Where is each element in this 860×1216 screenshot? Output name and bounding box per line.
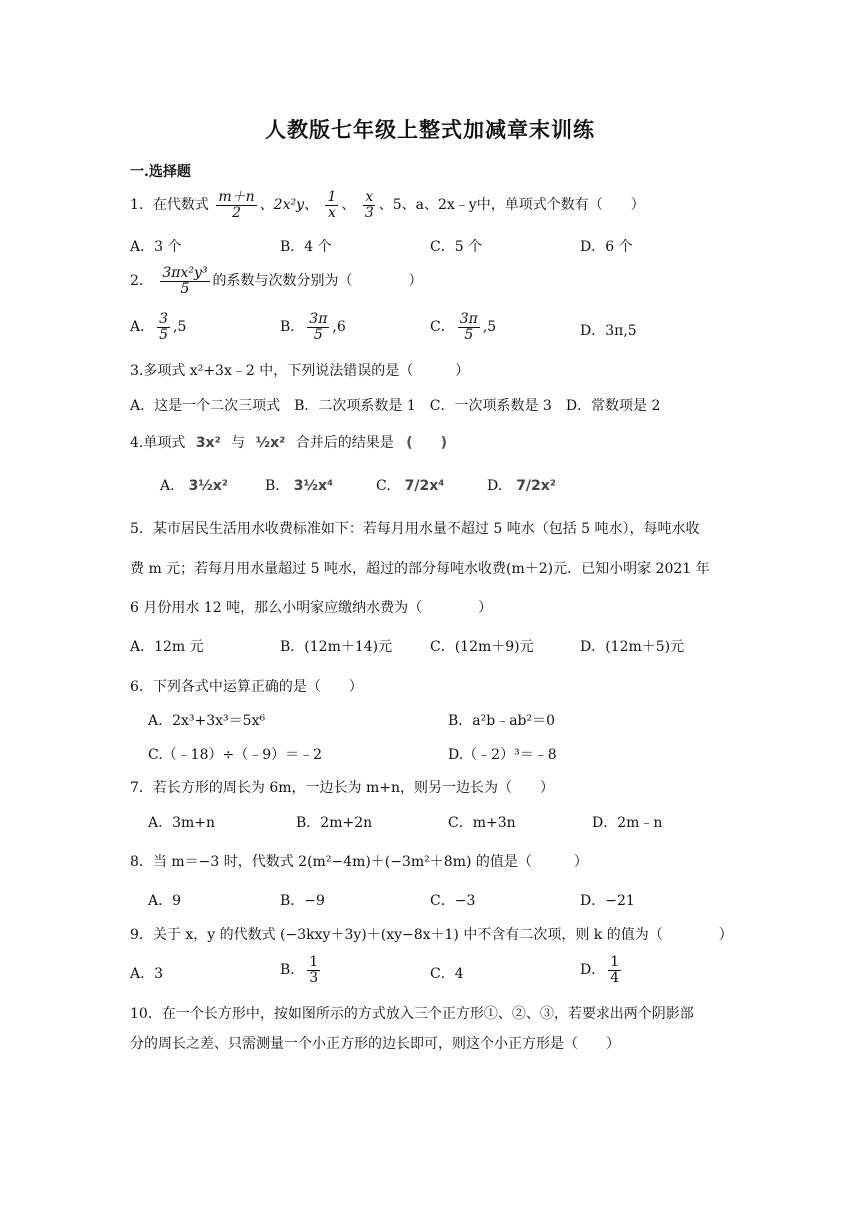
q4-option-c: C. 7/2x⁴ (376, 478, 445, 494)
question-8-stem: 8．当 m＝−3 时，代数式 2(m²−4m)＋(−3m²＋8m) 的值是（ ） (130, 854, 588, 870)
q1-option-b: B．4 个 (280, 239, 332, 255)
q9-option-a: A．3 (130, 966, 164, 982)
q7-option-b: B．2m+2n (296, 815, 373, 831)
question-5-line-1: 5．某市居民生活用水收费标准如下：若每月用水量不超过 5 吨水（包括 5 吨水），每吨水收 (130, 521, 700, 537)
q2-option-b: B． $\frac{3\pi}{5}$ ,6 (280, 311, 346, 343)
question-1-stem: 1．在代数式 $\frac{m+n}{2}$ 、2x²y、 $\frac{1}{x}$ 、 $\frac{x}{3}$ 、5、a、2x﹣y中，单项式个数有（ ） (130, 189, 645, 221)
q8-option-c: C．−3 (430, 893, 476, 909)
question-5-line-3: 6 月份用水 12 吨，那么小明家应缴纳水费为（ ） (130, 600, 493, 616)
q2-option-d: D．3π,5 (580, 323, 637, 339)
question-6-stem: 6．下列各式中运算正确的是（ ） (130, 679, 363, 695)
q1-option-d: D．6 个 (580, 239, 633, 255)
question-2-stem: 2． $\frac{\text{3πx²y³}}{5}$ 的系数与次数分别为（ ） (130, 265, 423, 297)
question-3-stem: 3.多项式 x²+3x﹣2 中，下列说法错误的是（ ） (130, 363, 470, 379)
q7-option-a: A．3m+n (148, 815, 216, 831)
q1-option-a: A．3 个 (130, 239, 182, 255)
q8-option-d: D．−21 (580, 893, 635, 909)
q4-option-d: D. 7/2x² (487, 478, 556, 494)
q2-option-c: C． $\frac{3\pi}{5}$ ,5 (430, 311, 497, 343)
q6-option-b: B．a²b﹣ab²＝0 (448, 713, 556, 729)
q8-option-a: A．9 (148, 893, 182, 909)
q5-option-a: A．12m 元 (130, 639, 204, 655)
q6-option-a: A．2x³+3x³＝5x⁶ (148, 713, 266, 729)
q7-option-d: D．2m﹣n (592, 815, 663, 831)
q4-option-b: B. 3½x⁴ (265, 478, 334, 494)
q6-option-c: C.（﹣18）÷（﹣9）＝﹣2 (148, 747, 323, 763)
q9-option-b: B． $\frac{1}{3}$ (280, 954, 319, 986)
page-title: 人教版七年级上整式加减章末训练 (265, 117, 595, 142)
q5-option-b: B．(12m＋14)元 (280, 639, 393, 655)
question-10-line-1: 10．在一个长方形中，按如图所示的方式放入三个正方形①、②、③，若要求出两个阴影部 (130, 1006, 694, 1022)
q9-option-d: D． $\frac{1}{4}$ (580, 954, 620, 986)
q8-option-b: B．−9 (280, 893, 325, 909)
q4-option-a: A. 3½x² (160, 478, 228, 494)
question-4-stem: 4.单项式 3x² 与 ½x² 合并后的结果是 ( ) (130, 435, 447, 451)
section-heading: 一.选择题 (130, 164, 191, 180)
question-10-line-2: 分的周长之差、只需测量一个小正方形的边长即可，则这个小正方形是（ ） (130, 1036, 620, 1052)
q9-option-c: C．4 (430, 966, 464, 982)
q5-option-d: D．(12m＋5)元 (580, 639, 685, 655)
question-9-stem: 9．关于 x，y 的代数式 (−3kxy＋3y)＋(xy−8x＋1) 中不含有二次项，则 k 的值为（ ） (130, 927, 733, 943)
q3-options: A．这是一个二次三项式 B．二次项系数是 1 C．一次项系数是 3 D．常数项是 2 (130, 398, 661, 414)
question-5-line-2: 费 m 元；若每月用水量超过 5 吨水，超过的部分每吨水收费(m＋2)元．已知小明家 2021 年 (130, 561, 710, 577)
q1-option-c: C．5 个 (430, 239, 483, 255)
question-7-stem: 7．若长方形的周长为 6m，一边长为 m+n，则另一边长为（ ） (130, 780, 555, 796)
q2-option-a: A． $\frac{3}{5}$ ,5 (130, 311, 187, 343)
q7-option-c: C．m+3n (448, 815, 516, 831)
q6-option-d: D.（﹣2）³＝﹣8 (448, 747, 557, 763)
q5-option-c: C．(12m＋9)元 (430, 639, 534, 655)
